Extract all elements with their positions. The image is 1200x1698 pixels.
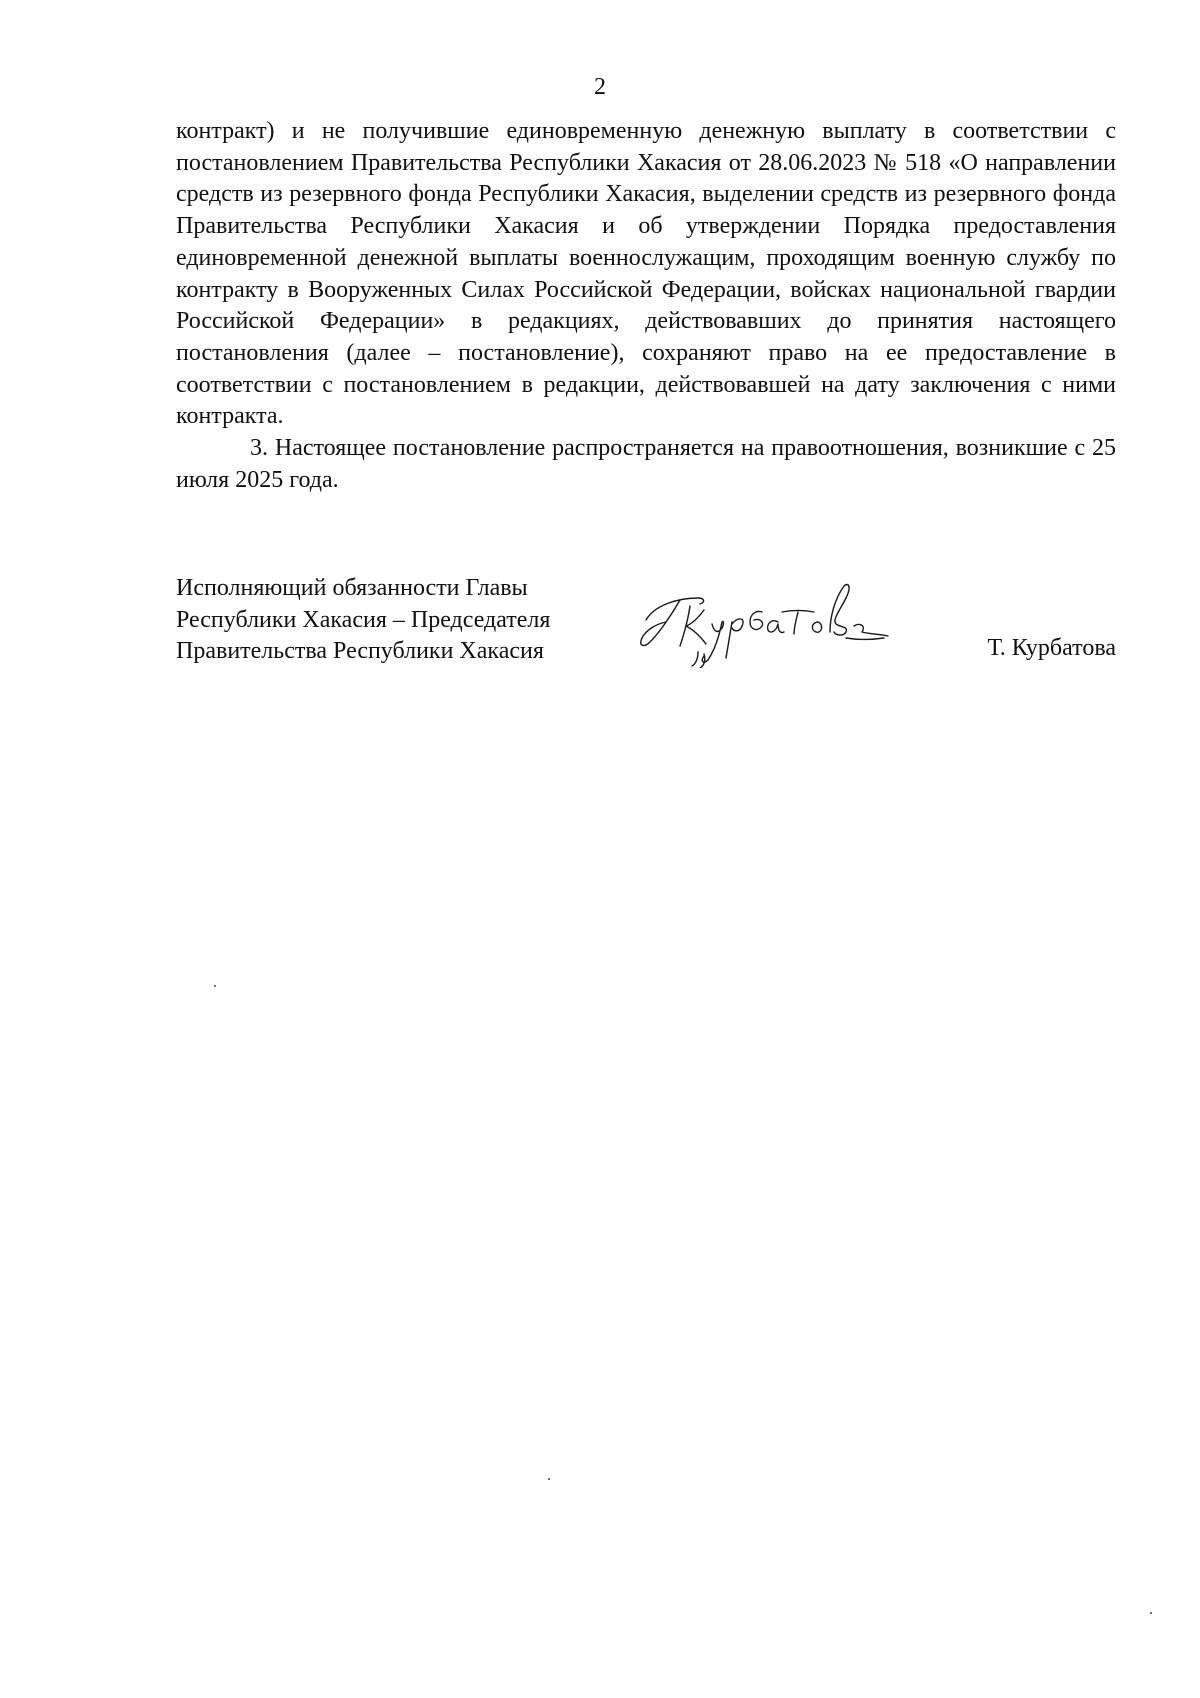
page-number: 2: [594, 74, 606, 100]
handwritten-signature: [632, 576, 892, 668]
paragraph-continuation: контракт) и не получившие единовременную денежную выплату в соответствии с постановлением Правительства Республики Хакасия от 28.06.2023 № 518 «О направлении средств из резервного фонда Республики Хакасия, выделении средств из резервного фонда Правительства Республики Хакасия и об утверждении Порядка предоставления единовременной денежной выплаты военнослужащим, проходящим военную службу по контракту в Вооруженных Силах Российской Федерации, войсках национальной гвардии Российской Федерации» в редакциях, действовавших до принятия настоящего постановления (далее – постановление), сохраняют право на ее предоставление в соответствии с постановлением в редакции, действовавшей на дату заключения с ними контракта.: [176, 118, 1116, 430]
signatory-title-line: Республики Хакасия – Председателя: [176, 606, 551, 633]
signer-name: Т. Курбатова: [987, 635, 1116, 661]
signatory-title: [176, 573, 606, 668]
scan-speck: [548, 1478, 550, 1480]
scan-speck: [1150, 1612, 1152, 1614]
signatory-title-line: Исполняющий обязанности Главы: [176, 575, 528, 601]
signatory-title-line: Правительства Республики Хакасия: [176, 638, 544, 664]
paragraph-item-3: 3. Настоящее постановление распространяется на правоотношения, возникшие с 25 июля 2025 года.: [176, 435, 1116, 493]
document-body: [176, 116, 1116, 496]
scan-speck: [214, 985, 216, 987]
